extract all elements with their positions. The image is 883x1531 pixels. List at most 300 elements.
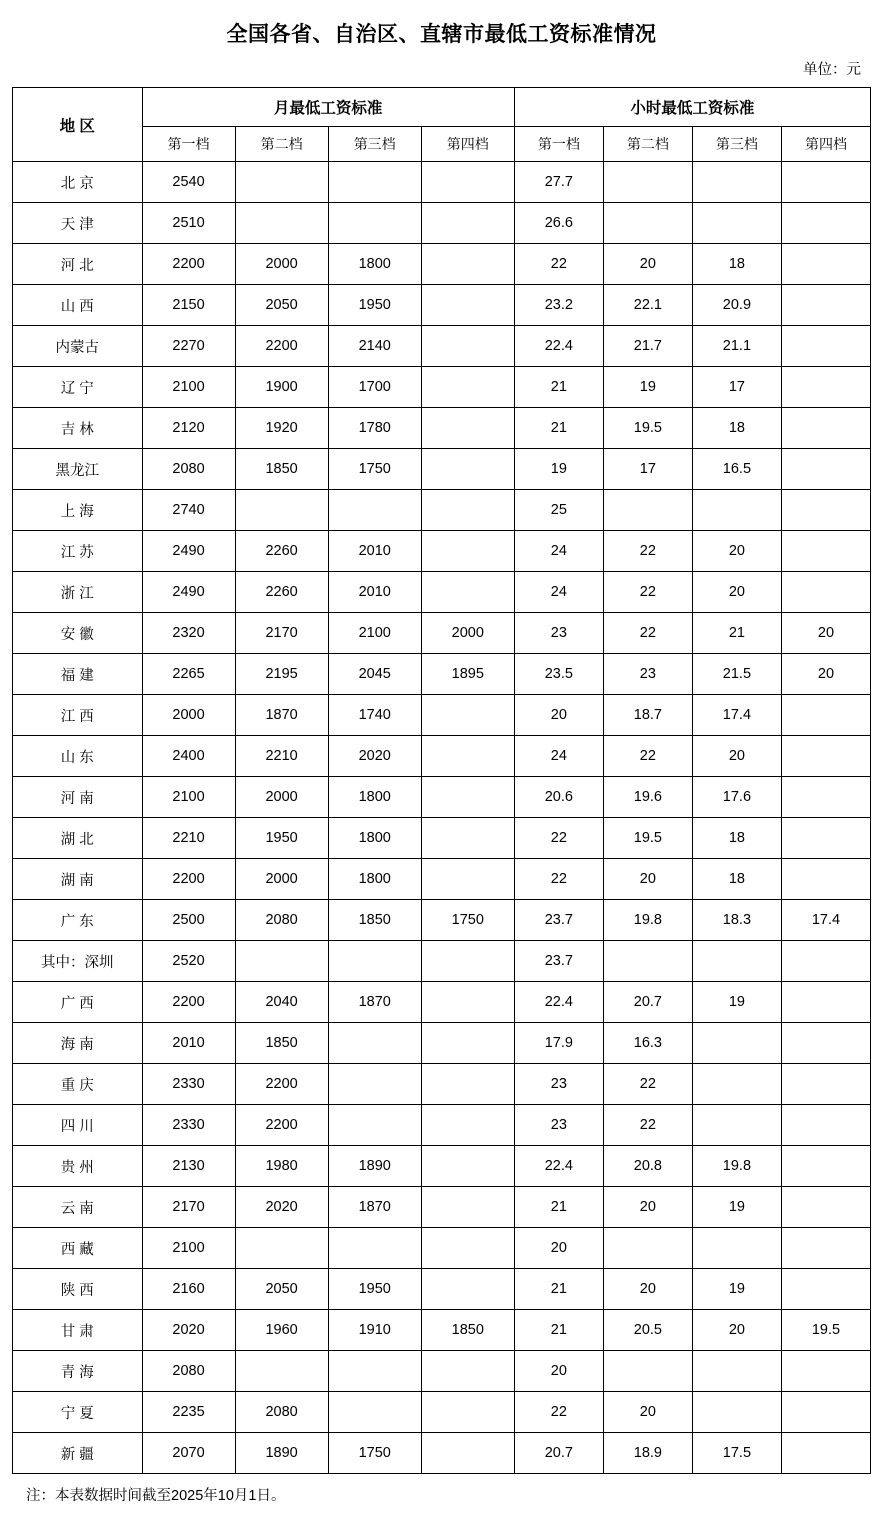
hourly-wage-cell: 20.9 — [692, 285, 781, 326]
header-monthly-group: 月最低工资标准 — [142, 88, 514, 127]
monthly-wage-cell: 2045 — [328, 654, 421, 695]
hourly-wage-cell: 22.4 — [514, 326, 603, 367]
monthly-wage-cell: 2195 — [235, 654, 328, 695]
hourly-wage-cell — [781, 162, 870, 203]
hourly-wage-cell: 20 — [514, 1228, 603, 1269]
monthly-wage-cell — [421, 1023, 514, 1064]
hourly-wage-cell: 20 — [692, 572, 781, 613]
monthly-wage-cell: 2260 — [235, 572, 328, 613]
monthly-wage-cell: 2000 — [235, 859, 328, 900]
hourly-wage-cell — [781, 1392, 870, 1433]
monthly-wage-cell: 2050 — [235, 1269, 328, 1310]
hourly-wage-cell: 27.7 — [514, 162, 603, 203]
hourly-wage-cell: 17.4 — [781, 900, 870, 941]
monthly-wage-cell: 1920 — [235, 408, 328, 449]
monthly-wage-cell: 1870 — [235, 695, 328, 736]
region-name-cell: 浙 江 — [13, 572, 143, 613]
region-name-cell: 上 海 — [13, 490, 143, 531]
region-name-cell: 宁 夏 — [13, 1392, 143, 1433]
table-row — [13, 859, 871, 900]
monthly-wage-cell: 1800 — [328, 244, 421, 285]
monthly-wage-cell: 2120 — [142, 408, 235, 449]
region-name-cell: 四 川 — [13, 1105, 143, 1146]
hourly-wage-cell — [781, 695, 870, 736]
monthly-wage-cell: 2080 — [235, 900, 328, 941]
monthly-wage-cell: 2740 — [142, 490, 235, 531]
table-row — [13, 1310, 871, 1351]
header-hourly-tier-2: 第二档 — [603, 127, 692, 162]
hourly-wage-cell — [692, 941, 781, 982]
hourly-wage-cell: 16.5 — [692, 449, 781, 490]
monthly-wage-cell: 1750 — [421, 900, 514, 941]
hourly-wage-cell — [781, 736, 870, 777]
table-row — [13, 1433, 871, 1474]
monthly-wage-cell: 2330 — [142, 1064, 235, 1105]
monthly-wage-cell: 2170 — [235, 613, 328, 654]
hourly-wage-cell: 21.1 — [692, 326, 781, 367]
hourly-wage-cell: 17.9 — [514, 1023, 603, 1064]
table-row — [13, 326, 871, 367]
hourly-wage-cell: 19.6 — [603, 777, 692, 818]
monthly-wage-cell — [421, 859, 514, 900]
monthly-wage-cell — [421, 531, 514, 572]
table-row — [13, 367, 871, 408]
region-name-cell: 天 津 — [13, 203, 143, 244]
monthly-wage-cell: 2210 — [235, 736, 328, 777]
hourly-wage-cell: 20 — [514, 695, 603, 736]
monthly-wage-cell: 1870 — [328, 1187, 421, 1228]
hourly-wage-cell: 21.5 — [692, 654, 781, 695]
monthly-wage-cell — [328, 1228, 421, 1269]
monthly-wage-cell: 2200 — [142, 982, 235, 1023]
monthly-wage-cell — [421, 203, 514, 244]
hourly-wage-cell: 17 — [603, 449, 692, 490]
region-name-cell: 内蒙古 — [13, 326, 143, 367]
monthly-wage-cell: 1890 — [235, 1433, 328, 1474]
monthly-wage-cell: 2520 — [142, 941, 235, 982]
table-row — [13, 1392, 871, 1433]
monthly-wage-cell: 1850 — [328, 900, 421, 941]
monthly-wage-cell: 1850 — [235, 449, 328, 490]
region-name-cell: 江 西 — [13, 695, 143, 736]
table-row — [13, 1269, 871, 1310]
hourly-wage-cell — [781, 1064, 870, 1105]
monthly-wage-cell: 2150 — [142, 285, 235, 326]
monthly-wage-cell: 2020 — [235, 1187, 328, 1228]
monthly-wage-cell: 1950 — [328, 1269, 421, 1310]
hourly-wage-cell: 21 — [514, 1269, 603, 1310]
table-body — [13, 162, 871, 1474]
hourly-wage-cell — [692, 162, 781, 203]
hourly-wage-cell — [781, 1269, 870, 1310]
monthly-wage-cell — [421, 695, 514, 736]
monthly-wage-cell: 2200 — [235, 1064, 328, 1105]
monthly-wage-cell — [421, 1105, 514, 1146]
hourly-wage-cell — [603, 1351, 692, 1392]
monthly-wage-cell — [235, 1228, 328, 1269]
hourly-wage-cell: 22 — [603, 1064, 692, 1105]
region-name-cell: 湖 北 — [13, 818, 143, 859]
hourly-wage-cell: 19.5 — [603, 818, 692, 859]
region-name-cell: 吉 林 — [13, 408, 143, 449]
monthly-wage-cell: 2490 — [142, 572, 235, 613]
hourly-wage-cell: 24 — [514, 531, 603, 572]
hourly-wage-cell: 21 — [514, 1310, 603, 1351]
monthly-wage-cell: 2070 — [142, 1433, 235, 1474]
table-row — [13, 695, 871, 736]
header-monthly-tier-1: 第一档 — [142, 127, 235, 162]
hourly-wage-cell — [692, 1228, 781, 1269]
table-note: 注：本表数据时间截至2025年10月1日。 — [26, 1488, 286, 1504]
page-title: 全国各省、自治区、直辖市最低工资标准情况 — [226, 23, 657, 46]
hourly-wage-cell — [781, 1187, 870, 1228]
hourly-wage-cell: 20.8 — [603, 1146, 692, 1187]
hourly-wage-cell: 17.5 — [692, 1433, 781, 1474]
hourly-wage-cell: 24 — [514, 572, 603, 613]
region-name-cell: 江 苏 — [13, 531, 143, 572]
hourly-wage-cell: 18 — [692, 859, 781, 900]
monthly-wage-cell — [328, 941, 421, 982]
table-row — [13, 1351, 871, 1392]
hourly-wage-cell — [781, 1023, 870, 1064]
monthly-wage-cell: 2100 — [328, 613, 421, 654]
header-region: 地 区 — [13, 88, 143, 162]
hourly-wage-cell: 19 — [692, 982, 781, 1023]
monthly-wage-cell: 2040 — [235, 982, 328, 1023]
hourly-wage-cell — [781, 326, 870, 367]
monthly-wage-cell: 2170 — [142, 1187, 235, 1228]
monthly-wage-cell: 2080 — [142, 449, 235, 490]
monthly-wage-cell: 1740 — [328, 695, 421, 736]
hourly-wage-cell: 16.3 — [603, 1023, 692, 1064]
monthly-wage-cell: 2500 — [142, 900, 235, 941]
monthly-wage-cell: 1910 — [328, 1310, 421, 1351]
monthly-wage-cell: 1850 — [235, 1023, 328, 1064]
region-name-cell: 黑龙江 — [13, 449, 143, 490]
monthly-wage-cell — [328, 1105, 421, 1146]
region-name-cell: 新 疆 — [13, 1433, 143, 1474]
region-name-cell: 辽 宁 — [13, 367, 143, 408]
table-row — [13, 900, 871, 941]
hourly-wage-cell: 20.7 — [603, 982, 692, 1023]
region-name-cell: 陕 西 — [13, 1269, 143, 1310]
table-row — [13, 1105, 871, 1146]
monthly-wage-cell: 2010 — [328, 572, 421, 613]
hourly-wage-cell: 23 — [514, 1105, 603, 1146]
monthly-wage-cell — [328, 1351, 421, 1392]
hourly-wage-cell: 20 — [603, 1269, 692, 1310]
monthly-wage-cell: 1750 — [328, 1433, 421, 1474]
region-name-cell: 海 南 — [13, 1023, 143, 1064]
monthly-wage-cell: 2270 — [142, 326, 235, 367]
hourly-wage-cell: 20.6 — [514, 777, 603, 818]
monthly-wage-cell — [421, 1187, 514, 1228]
monthly-wage-cell — [235, 490, 328, 531]
hourly-wage-cell — [781, 982, 870, 1023]
region-name-cell: 河 南 — [13, 777, 143, 818]
monthly-wage-cell — [421, 777, 514, 818]
monthly-wage-cell: 1980 — [235, 1146, 328, 1187]
hourly-wage-cell: 17 — [692, 367, 781, 408]
hourly-wage-cell — [781, 1433, 870, 1474]
monthly-wage-cell — [328, 490, 421, 531]
hourly-wage-cell — [781, 531, 870, 572]
header-hourly-group: 小时最低工资标准 — [514, 88, 870, 127]
region-name-cell: 安 徽 — [13, 613, 143, 654]
hourly-wage-cell — [603, 490, 692, 531]
hourly-wage-cell: 19.5 — [603, 408, 692, 449]
monthly-wage-cell — [235, 203, 328, 244]
hourly-wage-cell: 22 — [514, 859, 603, 900]
monthly-wage-cell — [328, 203, 421, 244]
monthly-wage-cell: 2000 — [235, 777, 328, 818]
monthly-wage-cell — [421, 1064, 514, 1105]
region-name-cell: 山 西 — [13, 285, 143, 326]
region-name-cell: 贵 州 — [13, 1146, 143, 1187]
hourly-wage-cell: 18 — [692, 244, 781, 285]
hourly-wage-cell: 17.6 — [692, 777, 781, 818]
monthly-wage-cell: 1780 — [328, 408, 421, 449]
monthly-wage-cell: 2000 — [142, 695, 235, 736]
hourly-wage-cell — [781, 1228, 870, 1269]
region-name-cell: 广 西 — [13, 982, 143, 1023]
monthly-wage-cell — [421, 408, 514, 449]
monthly-wage-cell: 2130 — [142, 1146, 235, 1187]
table-row — [13, 1187, 871, 1228]
monthly-wage-cell — [421, 1146, 514, 1187]
monthly-wage-cell — [328, 1392, 421, 1433]
monthly-wage-cell: 2235 — [142, 1392, 235, 1433]
monthly-wage-cell: 2100 — [142, 367, 235, 408]
monthly-wage-cell: 2020 — [142, 1310, 235, 1351]
monthly-wage-cell — [421, 1269, 514, 1310]
table-row — [13, 531, 871, 572]
monthly-wage-cell: 1895 — [421, 654, 514, 695]
monthly-wage-cell: 1700 — [328, 367, 421, 408]
hourly-wage-cell: 21 — [692, 613, 781, 654]
hourly-wage-cell: 23.7 — [514, 941, 603, 982]
hourly-wage-cell — [781, 777, 870, 818]
monthly-wage-cell — [235, 162, 328, 203]
table-head — [13, 88, 871, 162]
hourly-wage-cell — [781, 244, 870, 285]
table-row — [13, 1146, 871, 1187]
table-row — [13, 777, 871, 818]
monthly-wage-cell: 2200 — [235, 326, 328, 367]
table-row — [13, 736, 871, 777]
hourly-wage-cell: 19 — [692, 1269, 781, 1310]
monthly-wage-cell — [421, 326, 514, 367]
monthly-wage-cell: 1800 — [328, 818, 421, 859]
region-name-cell: 福 建 — [13, 654, 143, 695]
monthly-wage-cell: 2100 — [142, 1228, 235, 1269]
hourly-wage-cell — [603, 203, 692, 244]
hourly-wage-cell — [781, 367, 870, 408]
hourly-wage-cell — [781, 408, 870, 449]
hourly-wage-cell: 18.3 — [692, 900, 781, 941]
hourly-wage-cell: 20 — [692, 531, 781, 572]
hourly-wage-cell — [781, 203, 870, 244]
region-name-cell: 西 藏 — [13, 1228, 143, 1269]
table-row — [13, 285, 871, 326]
monthly-wage-cell — [235, 1351, 328, 1392]
hourly-wage-cell — [692, 203, 781, 244]
hourly-wage-cell: 22 — [514, 818, 603, 859]
hourly-wage-cell — [692, 1023, 781, 1064]
monthly-wage-cell: 2000 — [421, 613, 514, 654]
hourly-wage-cell — [603, 162, 692, 203]
monthly-wage-cell: 2140 — [328, 326, 421, 367]
hourly-wage-cell: 23.5 — [514, 654, 603, 695]
hourly-wage-cell: 22 — [603, 613, 692, 654]
hourly-wage-cell: 19.8 — [603, 900, 692, 941]
monthly-wage-cell: 2080 — [235, 1392, 328, 1433]
hourly-wage-cell: 22 — [514, 1392, 603, 1433]
hourly-wage-cell: 18 — [692, 408, 781, 449]
region-name-cell: 广 东 — [13, 900, 143, 941]
monthly-wage-cell — [421, 1351, 514, 1392]
table-row — [13, 1064, 871, 1105]
hourly-wage-cell: 17.4 — [692, 695, 781, 736]
hourly-wage-cell: 19 — [603, 367, 692, 408]
hourly-wage-cell: 23 — [603, 654, 692, 695]
hourly-wage-cell: 22 — [514, 244, 603, 285]
monthly-wage-cell: 1960 — [235, 1310, 328, 1351]
hourly-wage-cell: 22 — [603, 531, 692, 572]
monthly-wage-cell: 2010 — [142, 1023, 235, 1064]
monthly-wage-cell: 1890 — [328, 1146, 421, 1187]
monthly-wage-cell — [421, 1228, 514, 1269]
hourly-wage-cell: 20.5 — [603, 1310, 692, 1351]
hourly-wage-cell: 19.5 — [781, 1310, 870, 1351]
monthly-wage-cell — [421, 736, 514, 777]
monthly-wage-cell: 2080 — [142, 1351, 235, 1392]
hourly-wage-cell: 20 — [603, 244, 692, 285]
hourly-wage-cell — [781, 859, 870, 900]
monthly-wage-cell: 1850 — [421, 1310, 514, 1351]
hourly-wage-cell: 23 — [514, 613, 603, 654]
hourly-wage-cell: 20 — [692, 1310, 781, 1351]
monthly-wage-cell: 2490 — [142, 531, 235, 572]
region-name-cell: 其中：深圳 — [13, 941, 143, 982]
hourly-wage-cell: 26.6 — [514, 203, 603, 244]
monthly-wage-cell: 2260 — [235, 531, 328, 572]
table-row — [13, 941, 871, 982]
hourly-wage-cell: 22 — [603, 736, 692, 777]
hourly-wage-cell: 22.4 — [514, 1146, 603, 1187]
table-row — [13, 490, 871, 531]
hourly-wage-cell: 20 — [781, 654, 870, 695]
hourly-wage-cell — [781, 818, 870, 859]
hourly-wage-cell — [692, 1105, 781, 1146]
hourly-wage-cell — [692, 1351, 781, 1392]
hourly-wage-cell: 20 — [781, 613, 870, 654]
hourly-wage-cell: 20 — [692, 736, 781, 777]
hourly-wage-cell: 23 — [514, 1064, 603, 1105]
hourly-wage-cell — [781, 1146, 870, 1187]
hourly-wage-cell — [781, 1105, 870, 1146]
hourly-wage-cell — [692, 1392, 781, 1433]
header-monthly-tier-2: 第二档 — [235, 127, 328, 162]
monthly-wage-cell — [421, 449, 514, 490]
hourly-wage-cell: 19 — [514, 449, 603, 490]
table-row — [13, 572, 871, 613]
hourly-wage-cell: 22.4 — [514, 982, 603, 1023]
monthly-wage-cell — [421, 572, 514, 613]
region-name-cell: 湖 南 — [13, 859, 143, 900]
unit-label: 单位：元 — [803, 62, 861, 78]
table-row — [13, 654, 871, 695]
monthly-wage-cell — [328, 162, 421, 203]
hourly-wage-cell: 20 — [603, 1187, 692, 1228]
hourly-wage-cell: 18.9 — [603, 1433, 692, 1474]
monthly-wage-cell: 2100 — [142, 777, 235, 818]
monthly-wage-cell — [421, 1433, 514, 1474]
hourly-wage-cell — [781, 941, 870, 982]
hourly-wage-cell: 21 — [514, 408, 603, 449]
monthly-wage-cell — [421, 490, 514, 531]
monthly-wage-cell: 2510 — [142, 203, 235, 244]
monthly-wage-cell — [421, 818, 514, 859]
hourly-wage-cell: 24 — [514, 736, 603, 777]
hourly-wage-cell — [692, 1064, 781, 1105]
monthly-wage-cell: 1900 — [235, 367, 328, 408]
monthly-wage-cell — [328, 1023, 421, 1064]
table-row — [13, 818, 871, 859]
hourly-wage-cell: 23.7 — [514, 900, 603, 941]
hourly-wage-cell: 20 — [603, 1392, 692, 1433]
hourly-wage-cell — [781, 490, 870, 531]
hourly-wage-cell: 21.7 — [603, 326, 692, 367]
monthly-wage-cell: 2200 — [142, 244, 235, 285]
table-row — [13, 1228, 871, 1269]
monthly-wage-cell — [421, 1392, 514, 1433]
monthly-wage-cell: 2400 — [142, 736, 235, 777]
hourly-wage-cell: 21 — [514, 1187, 603, 1228]
hourly-wage-cell: 20.7 — [514, 1433, 603, 1474]
monthly-wage-cell: 2010 — [328, 531, 421, 572]
monthly-wage-cell: 2200 — [142, 859, 235, 900]
monthly-wage-cell — [328, 1064, 421, 1105]
region-name-cell: 青 海 — [13, 1351, 143, 1392]
hourly-wage-cell: 22 — [603, 572, 692, 613]
table-header-group-row — [13, 88, 871, 127]
monthly-wage-cell — [421, 244, 514, 285]
table-row — [13, 449, 871, 490]
monthly-wage-cell — [421, 162, 514, 203]
region-name-cell: 甘 肃 — [13, 1310, 143, 1351]
hourly-wage-cell: 18 — [692, 818, 781, 859]
header-hourly-tier-3: 第三档 — [692, 127, 781, 162]
table-row — [13, 613, 871, 654]
monthly-wage-cell: 1950 — [328, 285, 421, 326]
monthly-wage-cell: 2265 — [142, 654, 235, 695]
hourly-wage-cell: 25 — [514, 490, 603, 531]
region-name-cell: 北 京 — [13, 162, 143, 203]
hourly-wage-cell: 20 — [514, 1351, 603, 1392]
monthly-wage-cell: 2000 — [235, 244, 328, 285]
minimum-wage-table — [12, 87, 871, 1474]
hourly-wage-cell — [603, 941, 692, 982]
hourly-wage-cell: 21 — [514, 367, 603, 408]
region-name-cell: 重 庆 — [13, 1064, 143, 1105]
table-row — [13, 982, 871, 1023]
region-name-cell: 河 北 — [13, 244, 143, 285]
header-hourly-tier-4: 第四档 — [781, 127, 870, 162]
hourly-wage-cell: 19.8 — [692, 1146, 781, 1187]
hourly-wage-cell: 23.2 — [514, 285, 603, 326]
hourly-wage-cell: 19 — [692, 1187, 781, 1228]
